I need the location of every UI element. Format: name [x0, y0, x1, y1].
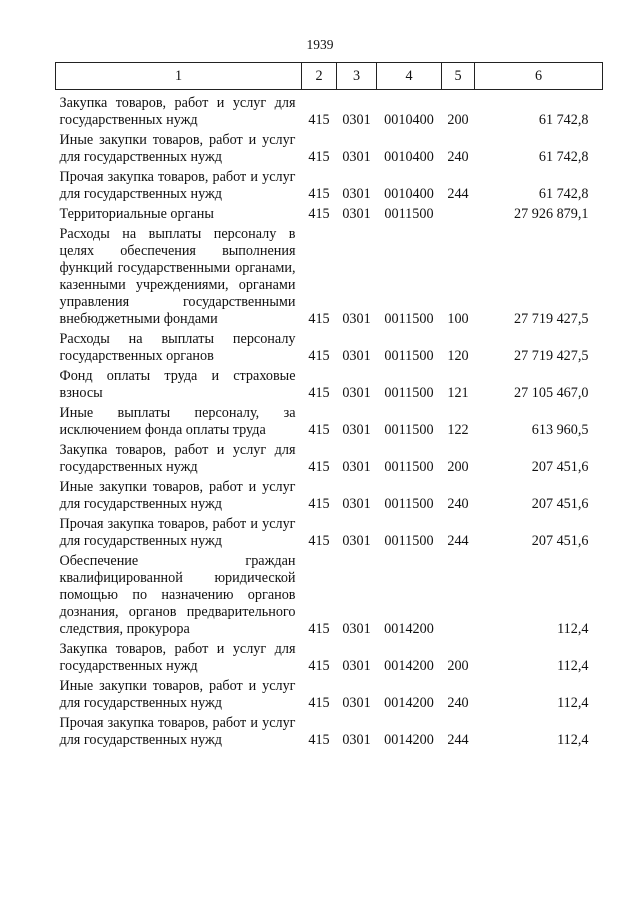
- row-expense-type-code: 240: [447, 149, 469, 165]
- row-section-code: 0301: [342, 348, 371, 364]
- row-name: Закупка товаров, работ и услуг для государственных нужд: [59, 95, 296, 128]
- row-ministry-code: 415: [308, 658, 330, 674]
- row-section-code: 0301: [342, 311, 371, 327]
- row-amount: 112,4: [557, 658, 589, 674]
- row-name: Иные закупки товаров, работ и услуг для государственных нужд: [59, 132, 296, 165]
- row-section-code: 0301: [342, 695, 371, 711]
- row-ministry-code: 415: [308, 621, 330, 637]
- row-article-code: 0010400: [384, 186, 434, 202]
- row-article-code: 0010400: [384, 112, 434, 128]
- row-article-code: 0011500: [384, 311, 434, 327]
- row-amount: 61 742,8: [538, 149, 589, 165]
- header-col-section: 3: [337, 63, 377, 90]
- row-ministry-code: 415: [308, 422, 330, 438]
- page-number: 1939: [306, 37, 334, 52]
- row-amount: 112,4: [557, 621, 589, 637]
- row-article-code: 0011500: [384, 533, 434, 549]
- row-ministry-code: 415: [308, 186, 330, 202]
- row-name: Иные закупки товаров, работ и услуг для государственных нужд: [59, 678, 296, 711]
- table-body: [56, 90, 603, 753]
- header-col-expense-type: 5: [442, 63, 475, 90]
- table-row: [56, 678, 603, 715]
- row-ministry-code: 415: [308, 496, 330, 512]
- row-amount: 27 719 427,5: [514, 348, 589, 364]
- row-ministry-code: 415: [308, 112, 330, 128]
- row-ministry-code: 415: [308, 206, 330, 222]
- row-ministry-code: 415: [308, 732, 330, 748]
- table-row: [56, 226, 603, 331]
- row-amount: 61 742,8: [538, 186, 589, 202]
- row-name: Расходы на выплаты персоналу в целях обеспечения выполнения функций государственными органами, казенными учреждениями, органами управления государственными внебюджетными фондами: [59, 226, 296, 327]
- row-section-code: 0301: [342, 496, 371, 512]
- row-amount: 207 451,6: [531, 496, 589, 512]
- row-expense-type-code: 200: [447, 112, 469, 128]
- row-amount: 112,4: [557, 732, 589, 748]
- row-amount: 27 105 467,0: [514, 385, 589, 401]
- row-article-code: 0011500: [384, 206, 434, 222]
- row-name: Прочая закупка товаров, работ и услуг для государственных нужд: [59, 715, 296, 748]
- table-row: [56, 715, 603, 752]
- row-article-code: 0011500: [384, 385, 434, 401]
- row-name: Закупка товаров, работ и услуг для государственных нужд: [59, 442, 296, 475]
- row-section-code: 0301: [342, 459, 371, 475]
- table-row: [56, 331, 603, 368]
- row-expense-type-code: 121: [447, 385, 469, 401]
- row-name: Прочая закупка товаров, работ и услуг для государственных нужд: [59, 516, 296, 549]
- row-article-code: 0011500: [384, 348, 434, 364]
- row-expense-type-code: 200: [447, 658, 469, 674]
- row-amount: 207 451,6: [531, 459, 589, 475]
- row-amount: 27 926 879,1: [514, 206, 589, 222]
- row-expense-type-code: 120: [447, 348, 469, 364]
- row-expense-type-code: 244: [447, 533, 469, 549]
- row-amount: 27 719 427,5: [514, 311, 589, 327]
- row-name: Закупка товаров, работ и услуг для государственных нужд: [59, 641, 296, 674]
- row-ministry-code: 415: [308, 385, 330, 401]
- row-expense-type-code: [442, 553, 475, 641]
- table-row: [56, 442, 603, 479]
- row-name: Прочая закупка товаров, работ и услуг для государственных нужд: [59, 169, 296, 202]
- row-article-code: 0014200: [384, 732, 434, 748]
- table-row: [56, 405, 603, 442]
- table-row: [56, 516, 603, 553]
- table-row: [56, 368, 603, 405]
- row-expense-type-code: 200: [447, 459, 469, 475]
- row-section-code: 0301: [342, 206, 371, 222]
- row-expense-type-code: 122: [447, 422, 469, 438]
- table-row: [56, 641, 603, 678]
- row-section-code: 0301: [342, 732, 371, 748]
- row-article-code: 0011500: [384, 459, 434, 475]
- row-section-code: 0301: [342, 533, 371, 549]
- row-ministry-code: 415: [308, 149, 330, 165]
- row-ministry-code: 415: [308, 459, 330, 475]
- row-amount: 61 742,8: [538, 112, 589, 128]
- row-expense-type-code: 240: [447, 695, 469, 711]
- header-col-amount: 6: [475, 63, 603, 90]
- header-col-name: 1: [56, 63, 302, 90]
- row-article-code: 0014200: [384, 658, 434, 674]
- row-expense-type-code: 244: [447, 732, 469, 748]
- row-article-code: 0011500: [384, 422, 434, 438]
- row-ministry-code: 415: [308, 348, 330, 364]
- row-article-code: 0014200: [384, 695, 434, 711]
- row-section-code: 0301: [342, 186, 371, 202]
- row-name: Обеспечение граждан квалифицированной юридической помощью по назначению органов дознания, органов предварительного следствия, прокурора: [59, 553, 296, 637]
- row-ministry-code: 415: [308, 533, 330, 549]
- row-section-code: 0301: [342, 385, 371, 401]
- row-expense-type-code: 244: [447, 186, 469, 202]
- row-article-code: 0011500: [384, 496, 434, 512]
- row-section-code: 0301: [342, 149, 371, 165]
- row-amount: 207 451,6: [531, 533, 589, 549]
- row-section-code: 0301: [342, 422, 371, 438]
- budget-table: [55, 62, 603, 752]
- row-section-code: 0301: [342, 112, 371, 128]
- table-row: [56, 206, 603, 226]
- row-expense-type-code: [442, 206, 475, 226]
- table-header-row: [56, 63, 603, 90]
- row-name: Фонд оплаты труда и страховые взносы: [59, 368, 296, 401]
- row-article-code: 0014200: [384, 621, 434, 637]
- row-amount: 112,4: [557, 695, 589, 711]
- table-row: [56, 132, 603, 169]
- table-row: [56, 169, 603, 206]
- table-row: [56, 553, 603, 641]
- row-article-code: 0010400: [384, 149, 434, 165]
- row-ministry-code: 415: [308, 695, 330, 711]
- row-name: Иные закупки товаров, работ и услуг для государственных нужд: [59, 479, 296, 512]
- table-row: [56, 479, 603, 516]
- row-ministry-code: 415: [308, 311, 330, 327]
- row-expense-type-code: 240: [447, 496, 469, 512]
- row-name: Территориальные органы: [59, 206, 214, 222]
- table-row: [56, 90, 603, 133]
- row-section-code: 0301: [342, 621, 371, 637]
- row-name: Расходы на выплаты персоналу государственных органов: [59, 331, 296, 364]
- header-col-article: 4: [377, 63, 442, 90]
- row-expense-type-code: 100: [447, 311, 469, 327]
- row-section-code: 0301: [342, 658, 371, 674]
- row-amount: 613 960,5: [531, 422, 589, 438]
- row-name: Иные выплаты персоналу, за исключением фонда оплаты труда: [59, 405, 296, 438]
- header-col-ministry: 2: [302, 63, 337, 90]
